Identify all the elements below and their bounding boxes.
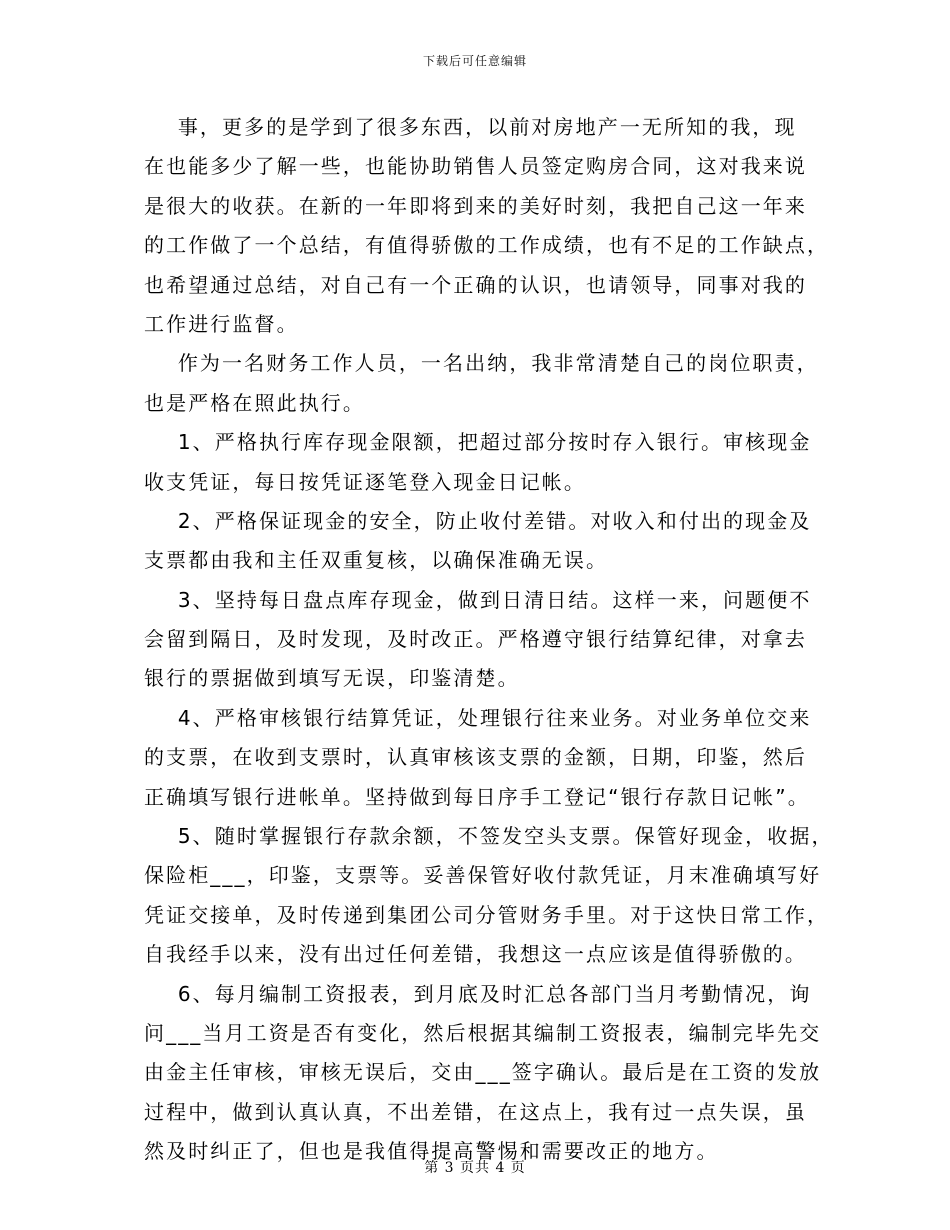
text-line: 凭证交接单，及时传递到集团公司分管财务手里。对于这快日常工作，: [144, 902, 830, 927]
text-line: 支票都由我和主任双重复核，以确保准确无误。: [144, 548, 609, 573]
text-line: 5、随时掌握银行存款余额，不签发空头支票。保管好现金，收据，: [144, 824, 834, 849]
text-line: 在也能多少了解一些，也能协助销售人员签定购房合同，这对我来说: [144, 154, 807, 179]
text-line: 也是严格在照此执行。: [144, 390, 365, 415]
text-line: 的工作做了一个总结，有值得骄傲的工作成绩，也有不足的工作缺点，: [144, 233, 830, 258]
text-line: 事，更多的是学到了很多东西，以前对房地产一无所知的我，现: [144, 115, 797, 139]
text-line: 过程中，做到认真认真，不出差错，在这点上，我有过一点失误，虽: [144, 1099, 807, 1124]
page-header: 下载后可任意编辑: [422, 54, 527, 68]
text-line: 6、每月编制工资报表，到月底及时汇总各部门当月考勤情况，询: [144, 981, 812, 1006]
page-number: 第 3 页共 4 页: [424, 1160, 526, 1176]
text-line: 自我经手以来，没有出过任何差错，我想这一点应该是值得骄傲的。: [144, 942, 807, 967]
document-body: [144, 108, 834, 1172]
text-line: 2、严格保证现金的安全，防止收付差错。对收入和付出的现金及: [144, 508, 812, 533]
text-line: 作为一名财务工作人员，一名出纳，我非常清楚自己的岗位职责，: [144, 351, 819, 376]
text-line: 会留到隔日，及时发现，及时改正。严格遵守银行结算纪律，对拿去: [144, 627, 807, 652]
text-line: 也希望通过总结，对自己有一个正确的认识，也请领导，同事对我的: [144, 272, 807, 297]
text-line: 工作进行监督。: [144, 311, 299, 336]
text-line: 保险柜___，印鉴，支票等。妥善保管好收付款凭证，月末准确填写好: [144, 863, 822, 888]
text-line: 4、严格审核银行结算凭证，处理银行往来业务。对业务单位交来: [144, 705, 812, 730]
text-line: 正确填写银行进帐单。坚持做到每日序手工登记“银行存款日记帐”。: [144, 784, 810, 809]
text-line: 问___当月工资是否有变化，然后根据其编制工资报表，编制完毕先交: [144, 1020, 822, 1045]
text-line: 由金主任审核，审核无误后，交由___签字确认。最后是在工资的发放: [144, 1060, 822, 1085]
text-line: 收支凭证，每日按凭证逐笔登入现金日记帐。: [144, 469, 586, 494]
text-line: 银行的票据做到填写无误，印鉴清楚。: [144, 666, 520, 691]
text-line: 3、坚持每日盘点库存现金，做到日清日结。这样一来，问题便不: [144, 587, 812, 612]
text-line: 1、严格执行库存现金限额，把超过部分按时存入银行。审核现金: [144, 430, 812, 455]
text-line: 的支票，在收到支票时，认真审核该支票的金额，日期，印鉴，然后: [144, 745, 807, 770]
text-line: 然及时纠正了，但也是我值得提高警惕和需要改正的地方。: [144, 1139, 719, 1164]
text-line: 是很大的收获。在新的一年即将到来的美好时刻，我把自己这一年来: [144, 193, 807, 218]
